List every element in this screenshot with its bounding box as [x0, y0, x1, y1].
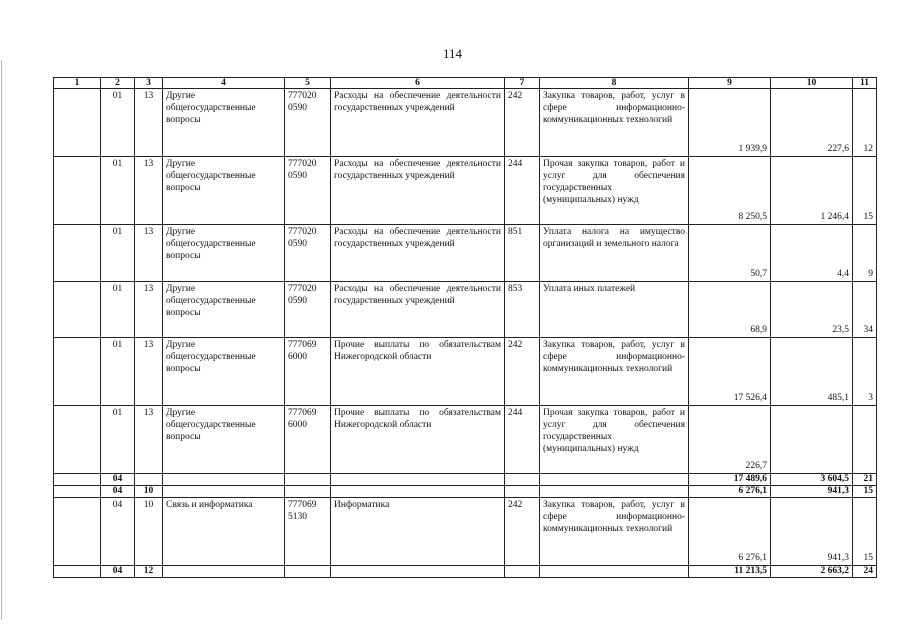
cell-col1: [54, 406, 101, 474]
cell-expense-name: [540, 486, 689, 498]
cell-section: 01: [101, 157, 135, 225]
cell-target-name: [331, 566, 505, 578]
cell-amount-fact: 4,4: [771, 225, 853, 282]
cell-amount-plan: 1 939,9: [689, 89, 771, 157]
table-row: [54, 157, 877, 225]
cell-percent: 15: [853, 498, 877, 566]
cell-col1: [54, 486, 101, 498]
cell-amount-plan: 17 489,6: [689, 474, 771, 486]
cell-target-name: Информатика: [331, 498, 505, 566]
cell-target-code: [285, 486, 331, 498]
cell-subsection: 13: [135, 89, 163, 157]
col-header: 11: [853, 78, 877, 89]
cell-amount-plan: 11 213,5: [689, 566, 771, 578]
table-row: [54, 89, 877, 157]
cell-section: 04: [101, 498, 135, 566]
cell-percent: 15: [853, 486, 877, 498]
cell-target-name: Прочие выплаты по обязательствам Нижегородской области: [331, 338, 505, 406]
cell-name: Другие общегосударственные вопросы: [163, 338, 285, 406]
cell-col1: [54, 338, 101, 406]
cell-col1: [54, 89, 101, 157]
col-header: 1: [54, 78, 101, 89]
cell-section: 01: [101, 338, 135, 406]
cell-amount-fact: [771, 406, 853, 474]
cell-amount-fact: 2 663,2: [771, 566, 853, 578]
cell-subsection: 13: [135, 157, 163, 225]
cell-target-code: [285, 474, 331, 486]
cell-amount-plan: 17 526,4: [689, 338, 771, 406]
cell-section: 01: [101, 282, 135, 338]
cell-col1: [54, 474, 101, 486]
cell-percent: 24: [853, 566, 877, 578]
cell-percent: 15: [853, 157, 877, 225]
table-row-total: [54, 566, 877, 578]
cell-expense-code: [505, 566, 540, 578]
table-row: [54, 338, 877, 406]
cell-expense-name: Закупка товаров, работ, услуг в сфере информационно-коммуникационных технологий: [540, 498, 689, 566]
cell-amount-fact: 1 246,4: [771, 157, 853, 225]
table-row: [54, 225, 877, 282]
cell-subsection: [135, 474, 163, 486]
cell-amount-plan: 8 250,5: [689, 157, 771, 225]
cell-target-name: Прочие выплаты по обязательствам Нижегородской области: [331, 406, 505, 474]
cell-target-code: 777020 0590: [285, 157, 331, 225]
cell-col1: [54, 282, 101, 338]
cell-name: Другие общегосударственные вопросы: [163, 406, 285, 474]
cell-name: Другие общегосударственные вопросы: [163, 282, 285, 338]
cell-expense-code: 853: [505, 282, 540, 338]
page-number: 114: [442, 46, 463, 61]
cell-expense-code: 242: [505, 338, 540, 406]
cell-target-code: 777069 6000: [285, 338, 331, 406]
cell-col1: [54, 157, 101, 225]
table-header-row: [54, 78, 877, 89]
cell-percent: 12: [853, 89, 877, 157]
cell-subsection: 13: [135, 406, 163, 474]
cell-section: 04: [101, 486, 135, 498]
cell-amount-plan: 6 276,1: [689, 498, 771, 566]
cell-name: Связь и информатика: [163, 498, 285, 566]
cell-expense-name: Прочая закупка товаров, работ и услуг для обеспечения государственных (муниципальных) нужд: [540, 406, 689, 474]
cell-section: 01: [101, 225, 135, 282]
cell-percent: [853, 406, 877, 474]
cell-expense-name: Закупка товаров, работ, услуг в сфере информационно-коммуникационных технологий: [540, 338, 689, 406]
cell-amount-fact: 23,5: [771, 282, 853, 338]
cell-amount-fact: 941,3: [771, 486, 853, 498]
cell-target-name: Расходы на обеспечение деятельности государственных учреждений: [331, 225, 505, 282]
cell-expense-name: Уплата налога на имущество организаций и земельного налога: [540, 225, 689, 282]
cell-target-name: Расходы на обеспечение деятельности государственных учреждений: [331, 282, 505, 338]
cell-target-code: 777020 0590: [285, 225, 331, 282]
cell-target-code: 777069 5130: [285, 498, 331, 566]
cell-expense-code: [505, 486, 540, 498]
cell-percent: 9: [853, 225, 877, 282]
cell-expense-code: [505, 474, 540, 486]
table-row: [54, 406, 877, 474]
cell-col1: [54, 498, 101, 566]
cell-amount-plan: 226,7: [689, 406, 771, 474]
cell-target-name: [331, 474, 505, 486]
cell-subsection: 13: [135, 282, 163, 338]
cell-subsection: 10: [135, 498, 163, 566]
cell-subsection: 13: [135, 225, 163, 282]
cell-col1: [54, 566, 101, 578]
cell-amount-fact: 227,6: [771, 89, 853, 157]
col-header: 2: [101, 78, 135, 89]
cell-target-code: 777020 0590: [285, 89, 331, 157]
cell-subsection: 12: [135, 566, 163, 578]
table-row: [54, 498, 877, 566]
cell-name: Другие общегосударственные вопросы: [163, 225, 285, 282]
cell-percent: 3: [853, 338, 877, 406]
cell-name: Другие общегосударственные вопросы: [163, 89, 285, 157]
scan-edge: [1, 60, 2, 620]
cell-section: 04: [101, 474, 135, 486]
cell-percent: 34: [853, 282, 877, 338]
cell-amount-fact: 485,1: [771, 338, 853, 406]
table-row: [54, 282, 877, 338]
cell-target-name: Расходы на обеспечение деятельности государственных учреждений: [331, 157, 505, 225]
col-header: 9: [689, 78, 771, 89]
col-header: 6: [331, 78, 505, 89]
table-row-total: [54, 474, 877, 486]
col-header: 3: [135, 78, 163, 89]
cell-name: Другие общегосударственные вопросы: [163, 157, 285, 225]
cell-expense-code: 851: [505, 225, 540, 282]
cell-name: [163, 474, 285, 486]
col-header: 7: [505, 78, 540, 89]
cell-expense-name: [540, 566, 689, 578]
col-header: 4: [163, 78, 285, 89]
cell-expense-name: Закупка товаров, работ, услуг в сфере информационно-коммуникационных технологий: [540, 89, 689, 157]
cell-expense-name: Прочая закупка товаров, работ и услуг для обеспечения государственных (муниципальных) нужд: [540, 157, 689, 225]
col-header: 5: [285, 78, 331, 89]
cell-expense-code: 244: [505, 157, 540, 225]
cell-amount-plan: 50,7: [689, 225, 771, 282]
cell-amount-plan: 68,9: [689, 282, 771, 338]
cell-expense-code: 244: [505, 406, 540, 474]
cell-section: 01: [101, 406, 135, 474]
cell-target-name: Расходы на обеспечение деятельности государственных учреждений: [331, 89, 505, 157]
cell-subsection: 10: [135, 486, 163, 498]
cell-target-name: [331, 486, 505, 498]
cell-expense-name: [540, 474, 689, 486]
cell-section: 04: [101, 566, 135, 578]
cell-percent: 21: [853, 474, 877, 486]
cell-expense-code: 242: [505, 89, 540, 157]
cell-amount-fact: 3 604,5: [771, 474, 853, 486]
cell-amount-plan: 6 276,1: [689, 486, 771, 498]
cell-name: [163, 566, 285, 578]
cell-expense-code: 242: [505, 498, 540, 566]
cell-target-code: 777020 0590: [285, 282, 331, 338]
table-row-total: [54, 486, 877, 498]
cell-subsection: 13: [135, 338, 163, 406]
budget-table: [53, 77, 877, 578]
cell-target-code: 777069 6000: [285, 406, 331, 474]
cell-expense-name: Уплата иных платежей: [540, 282, 689, 338]
cell-name: [163, 486, 285, 498]
col-header: 10: [771, 78, 853, 89]
cell-col1: [54, 225, 101, 282]
cell-target-code: [285, 566, 331, 578]
col-header: 8: [540, 78, 689, 89]
cell-section: 01: [101, 89, 135, 157]
cell-amount-fact: 941,3: [771, 498, 853, 566]
